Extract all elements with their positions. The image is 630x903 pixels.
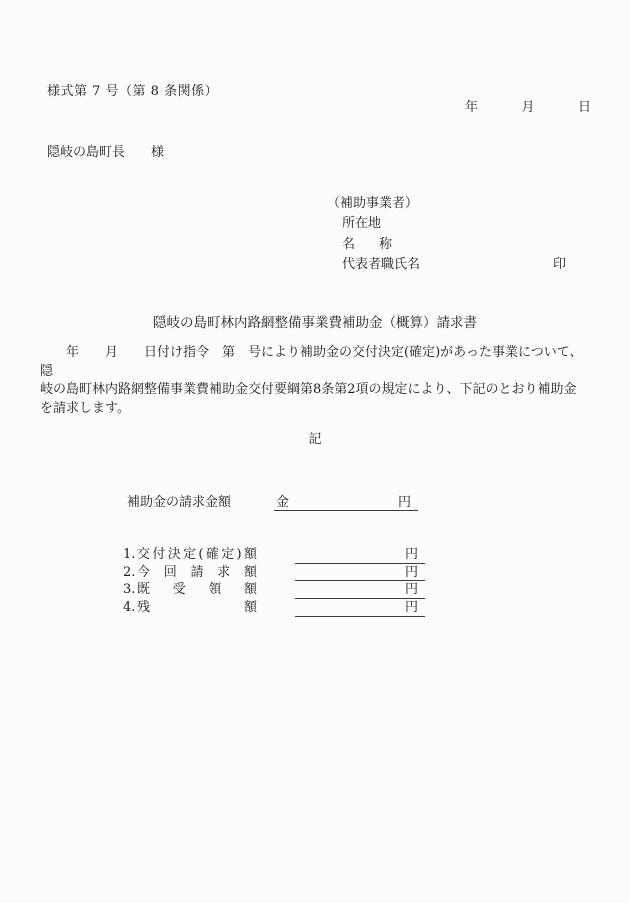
item-unit: 円 <box>404 600 418 616</box>
item-number: 1. <box>123 547 136 562</box>
representative-label: 代表者職氏名 <box>342 257 421 273</box>
item-unit: 円 <box>404 582 418 598</box>
item-label: 残額 <box>137 600 257 616</box>
item-number: 4. <box>123 600 136 616</box>
applicant-name-row <box>342 235 566 255</box>
addressee-honorific: 様 <box>151 145 165 160</box>
request-amount-line <box>127 494 418 511</box>
seal-label: 印 <box>552 257 566 273</box>
item-row-3 <box>123 581 425 599</box>
item-label: 今回請求額 <box>137 564 257 580</box>
applicant-name-label: 名称 <box>342 236 392 252</box>
item-row-4 <box>123 599 425 617</box>
addressee-line <box>47 141 164 160</box>
item-amount-field <box>295 599 425 617</box>
request-amount-label: 補助金の請求金額 <box>127 495 232 510</box>
applicant-heading: （補助事業者） <box>327 196 419 211</box>
year-label: 年 <box>465 100 479 115</box>
item-row-1 <box>123 546 425 564</box>
item-amount-field <box>295 546 425 564</box>
item-row-2 <box>123 564 425 582</box>
document-title: 隠岐の島町林内路網整備事業費補助金（概算）請求書 <box>153 315 477 331</box>
form-number: 様式第 7 号（第 8 条関係） <box>47 84 219 99</box>
item-unit: 円 <box>404 547 418 562</box>
currency-prefix: 金 <box>276 495 290 510</box>
body-line-3: を請求します。 <box>40 400 130 416</box>
item-amount-field <box>295 564 425 582</box>
item-unit: 円 <box>404 564 418 580</box>
addressee-name: 隠岐の島町長 <box>47 145 126 160</box>
amount-items-list <box>123 546 425 617</box>
record-mark: 記 <box>308 432 322 447</box>
day-label: 日 <box>577 100 591 115</box>
month-label: 月 <box>521 100 535 115</box>
item-number: 3. <box>123 582 136 598</box>
item-label: 既受領額 <box>137 582 257 598</box>
request-amount-field <box>274 494 418 511</box>
applicant-representative-row <box>342 255 566 275</box>
applicant-block <box>327 194 566 276</box>
item-number: 2. <box>123 564 136 580</box>
body-line-1: 年 月 日付け指令 第 号により補助金の交付決定(確定)があった事業について、隠 <box>40 345 583 379</box>
body-line-2: 岐の島町林内路網整備事業費補助金交付要綱第8条第2項の規定により、下記のとおり補助金 <box>40 382 577 397</box>
item-label: 交付決定(確定)額 <box>137 547 257 562</box>
currency-suffix: 円 <box>398 495 412 510</box>
date-line <box>465 96 591 115</box>
item-amount-field <box>295 581 425 599</box>
applicant-address-label: 所在地 <box>342 216 382 232</box>
body-paragraph <box>40 344 592 418</box>
